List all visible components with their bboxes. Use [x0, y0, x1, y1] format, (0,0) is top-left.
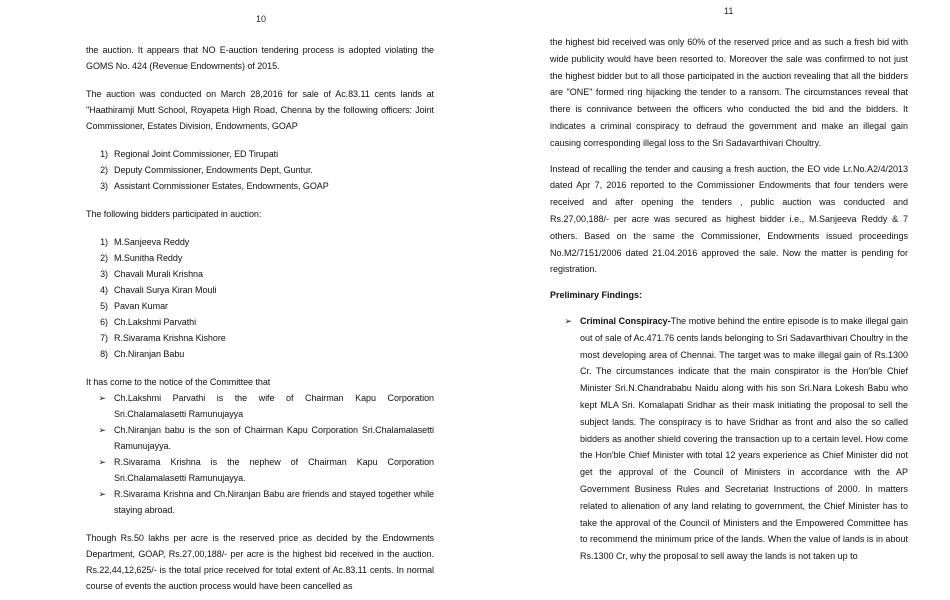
list-item: ➢ Ch.Lakshmi Parvathi is the wife of Chairman Kapu Corporation Sri.Chalamalasetti Ramunujayya	[86, 390, 434, 422]
arrow-bullet-icon: ➢	[98, 393, 106, 403]
paragraph: It has come to the notice of the Committee that	[86, 377, 271, 387]
list-item: 8) Ch.Niranjan Babu	[100, 349, 185, 359]
document-page-11	[478, 0, 950, 600]
paragraph: Instead of recalling the tender and causing a fresh auction, the EO vide Lr.No.A2/4/2013 dated Apr 7, 2016 reported to the Commissioner Endowments that four tenders were received and after opening the tenders , public auction was conducted and Rs.27,00,188/- per acre was secured as highest bidder i.e., M.Sanjeeva Reddy & 7 others. Based on the same the Commissioner, Endowments issued proceedings No.M2/7151/2006 dated 21.04.2016 approved the sale. Now the matter is pending for registration.	[550, 163, 908, 275]
notices-list	[86, 390, 434, 518]
list-item: 3) Assistant Commissioner Estates, Endowments, GOAP	[100, 181, 329, 191]
paragraph: The following bidders participated in auction:	[86, 209, 262, 219]
bidders-list	[86, 234, 434, 362]
paragraph: the auction. It appears that NO E-auction tendering process is adopted violating the GOMS No. 424 (Revenue Endowments) of 2015.	[86, 45, 434, 71]
list-item: 3) Chavali Murali Krishna	[100, 269, 203, 279]
list-item: 7) R.Sivarama Krishna Kishore	[100, 333, 226, 343]
list-item	[550, 313, 908, 565]
page-content	[550, 34, 908, 565]
paragraph: Though Rs.50 lakhs per acre is the reserved price as decided by the Endowments Department, GOAP, Rs.27,00,188/- per acre is the highest bid received in the auction. Rs.22,44,12,625/- is the total price received for total extent of Ac.83.11 cents. In normal course of events the auction process would have been cancelled as	[86, 533, 434, 591]
officers-list	[86, 146, 434, 194]
list-item: 4) Chavali Surya Kiran Mouli	[100, 285, 217, 295]
findings-list	[550, 313, 908, 565]
finding-text: The motive behind the entire episode is to make illegal gain out of sale of Ac.471.76 cents lands belonging to Sri Sadavarthivari Choultry in the most developing area of Chennai. The target was to make illegal gain of Rs.1300 Cr. The circumstances indicate that the main conspirator is the Hon'ble Chief Minister Sri.N.Chandrababu Naidu along with his son Sri.Nara Lokesh Babu who kept MLA Sri. Komalapati Sridhar as their mask initiating the proposal to sell the subject lands. The conspiracy is to have Sridhar as front and also the so called bidders as another shield covering the transaction up to a certain level. How come the Hon'ble Chief Minister with total 12 years experience as Chief Minister did not get the approval of the Council of Ministers in accordance with the AP Government Business Rules and Secretariat Instructions of 2000. In matters related to alienation of any land relating to government, the Chief Minister has to take the approval of the Council of Ministers and the Empowered Committee has to recommend the minimum price of the lands. When the value of lands is in about Rs.1300 Cr, why the proposal to sell away the lands is not taken up to	[580, 315, 908, 562]
arrow-bullet-icon: ➢	[564, 315, 572, 326]
list-item: ➢ R.Sivarama Krishna and Ch.Niranjan Babu are friends and stayed together while staying abroad.	[86, 486, 434, 518]
list-item: 1) M.Sanjeeva Reddy	[100, 237, 190, 247]
arrow-bullet-icon: ➢	[98, 489, 106, 499]
list-item: 2) Deputy Commissioner, Endowments Dept, Guntur.	[100, 165, 313, 175]
page-number: 10	[256, 14, 267, 24]
list-item: 5) Pavan Kumar	[100, 301, 168, 311]
list-item: 6) Ch.Lakshmi Parvathi	[100, 317, 197, 327]
page-content	[86, 42, 434, 594]
list-item: ➢ R.Sivarama Krishna is the nephew of Chairman Kapu Corporation Sri.Chalamalasetti Ramunujayya.	[86, 454, 434, 486]
paragraph: the highest bid received was only 60% of the reserved price and as such a fresh bid with wide publicity would have been resorted to. Moreover the sale was confirmed to not just the highest bidder but to all those participated in the auction revealing that all the bidders are "ONE" formed ring hijacking the tender to a ransom. The circumstances reveal that there is connivance between the officers who conducted the bid and the bidders. It indicates a criminal conspiracy to defraud the government and make an illegal gain causing corresponding illegal loss to the Sri Sadavarthivari Choultry.	[550, 37, 908, 148]
list-item: 2) M.Sunitha Reddy	[100, 253, 183, 263]
list-item: ➢ Ch.Niranjan babu is the son of Chairman Kapu Corporation Sri.Chalamalasetti Ramunujayya.	[86, 422, 434, 454]
finding-label: Criminal Conspiracy-	[580, 315, 671, 326]
page-number: 11	[724, 6, 734, 16]
section-heading: Preliminary Findings:	[550, 290, 643, 301]
list-item: 1) Regional Joint Commissioner, ED Tirupati	[100, 149, 279, 159]
paragraph: The auction was conducted on March 28,2016 for sale of Ac.83.11 cents lands at "Haathiramji Mutt School, Royapeta High Road, Chenna by the following officers: Joint Commissioner, Estates Division, Endowments, GOAP	[86, 89, 434, 131]
arrow-bullet-icon: ➢	[98, 457, 106, 467]
arrow-bullet-icon: ➢	[98, 425, 106, 435]
